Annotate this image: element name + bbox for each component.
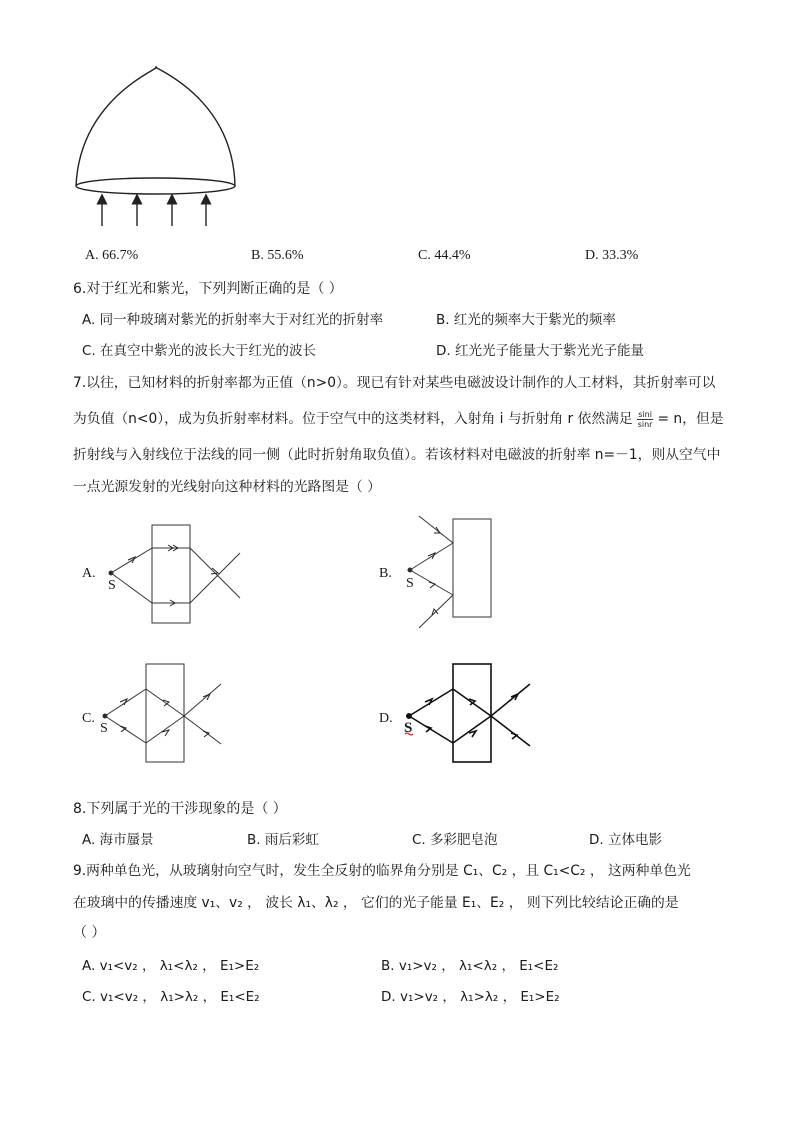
q7-line-4: 一点光源发射的光线射向这种材料的光路图是（ ） [73, 479, 381, 495]
q9-line-2: 在玻璃中的传播速度 v₁、v₂ ， 波长 λ₁、λ₂ ， 它们的光子能量 E₁、E₂ ， 则下列比较结论正确的是 [73, 895, 679, 911]
q8-option-d: D. 立体电影 [589, 832, 662, 848]
q8-option-a: A. 海市蜃景 [82, 832, 154, 848]
fraction-numerator: sini [638, 409, 652, 419]
q6-option-a: A. 同一种玻璃对紫光的折射率大于对红光的折射率 [82, 312, 384, 328]
q9-option-b: B. v₁>v₂ ， λ₁<λ₂ ， E₁<E₂ [381, 958, 559, 974]
q9-line-1: 9.两种单色光，从玻璃射向空气时，发生全反射的临界角分别是 C₁、C₂ ，且 C₁<C₂ ， 这两种单色光 [73, 863, 691, 879]
q6-option-b: B. 红光的频率大于紫光的频率 [436, 312, 616, 328]
fig-a-source-label: S [108, 578, 116, 593]
q5-option-d: D. 33.3% [585, 248, 639, 263]
fig-b-label: B. [379, 566, 392, 581]
q8-option-c: C. 多彩肥皂泡 [412, 832, 498, 848]
fig-c-source-label: S [100, 721, 108, 736]
q5-option-b: B. 55.6% [251, 248, 304, 263]
q5-option-c: C. 44.4% [418, 248, 471, 263]
diagram-a [109, 525, 240, 623]
fig-d-source-label: S [404, 720, 413, 736]
q9-option-c: C. v₁<v₂ ， λ₁>λ₂ ， E₁<E₂ [82, 989, 260, 1005]
q5-option-a: A. 66.7% [85, 248, 139, 263]
diagram-d [405, 664, 530, 762]
fig-a-label: A. [82, 566, 96, 581]
q9-line-3: （ ） [73, 925, 106, 941]
diagram-c [103, 664, 221, 762]
q8-stem: 8.下列属于光的干涉现象的是（ ） [73, 801, 287, 817]
fig-d-label: D. [379, 711, 393, 726]
q7-line-1: 7.以往，已知材料的折射率都为正值（n>0）。现已有针对某些电磁波设计制作的人工材料，其折射率可以 [73, 375, 716, 391]
q7-line-3: 折射线与入射线位于法线的同一侧（此时折射角取负值）。若该材料对电磁波的折射率 n=－1，则从空气中 [73, 447, 721, 463]
q7-line-2a: 为负值（n<0），成为负折射率材料。位于空气中的这类材料，入射角 i 与折射角 r 依然满足 [73, 411, 633, 427]
q7-line-2b: = n，但是 [657, 411, 724, 427]
fraction-denominator: sinr [637, 419, 653, 429]
q9-option-a: A. v₁<v₂ ， λ₁<λ₂ ， E₁>E₂ [82, 958, 260, 974]
q8-option-b: B. 雨后彩虹 [247, 832, 319, 848]
diagram-b [408, 516, 491, 628]
q6-option-c: C. 在真空中紫光的波长大于红光的波长 [82, 343, 317, 359]
fig-c-label: C. [82, 711, 95, 726]
q6-stem: 6.对于红光和紫光，下列判断正确的是（ ） [73, 281, 343, 297]
q9-option-d: D. v₁>v₂ ， λ₁>λ₂ ， E₁>E₂ [381, 989, 560, 1005]
fig-b-source-label: S [406, 576, 414, 591]
q6-option-d: D. 红光光子能量大于紫光光子能量 [436, 343, 644, 359]
